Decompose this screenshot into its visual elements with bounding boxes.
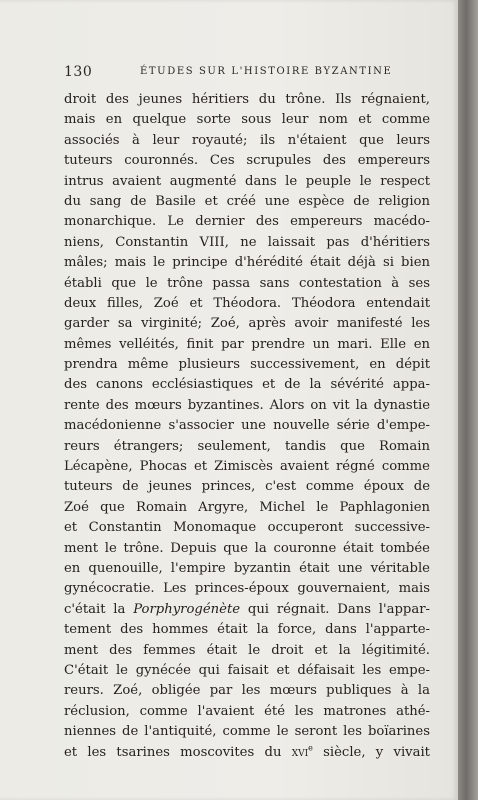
text-line: gynécocratie. Les princes-époux gouvernaient, mais: [64, 581, 430, 597]
text-line: mais en quelque sorte sous leur nom et comme: [64, 112, 430, 128]
text-line: Zoé que Romain Argyre, Michel le Paphlagonien: [64, 499, 430, 515]
text-line: deux filles, Zoé et Théodora. Théodora entendait: [64, 295, 430, 311]
text-line: rente des mœurs byzantines. Alors on vit la dynastie: [64, 397, 430, 413]
text-line: Lécapène, Phocas et Zimiscès avaient régné comme: [64, 459, 430, 475]
text-line: monarchique. Le dernier des empereurs macédo-: [64, 214, 430, 230]
text-line: prendra même plusieurs successivement, en dépit: [64, 357, 430, 373]
text-line: niennes de l'antiquité, comme le seront les boïarines: [64, 724, 430, 740]
text-line: et les tsarines moscovites du xvi$^e$ siècle, y vivait: [64, 743, 430, 760]
text-line: C'était le gynécée qui faisait et défaisait les empe-: [64, 662, 430, 678]
text-line: c'était la Porphyrogénète qui régnait. Dans l'appar-: [64, 601, 430, 617]
text-line: en quenouille, l'empire byzantin était une véritable: [64, 560, 430, 576]
text-line: reurs. Zoé, obligée par les mœurs publiques à la: [64, 683, 430, 699]
text-line: droit des jeunes héritiers du trône. Ils régnaient,: [64, 92, 430, 107]
text-line: garder sa virginité; Zoé, après avoir manifesté les: [64, 316, 430, 332]
text-line: mêmes velléités, finit par prendre un mari. Elle en: [64, 336, 430, 352]
text-line: établi que le trône passa sans contestation à ses: [64, 275, 430, 291]
page-header: [64, 64, 430, 82]
text-line: tuteurs de jeunes princes, c'est comme époux de: [64, 479, 430, 495]
italic-term: Porphyrogénète: [133, 601, 241, 617]
text-line: macédonienne s'associer une nouvelle série d'empe-: [64, 418, 430, 434]
running-head: ÉTUDES SUR L'HISTOIRE BYZANTINE: [140, 66, 393, 77]
text-line: des canons ecclésiastiques et de la sévérité appa-: [64, 377, 430, 393]
text-line: ment le trône. Depuis que la couronne était tombée: [64, 540, 430, 556]
text-line: réclusion, comme l'avaient été les matrones athé-: [64, 703, 430, 719]
century-numeral: xvi: [291, 744, 309, 760]
text-line: intrus avaient augmenté dans le peuple le respect: [64, 173, 430, 189]
text-line: reurs étrangers; seulement, tandis que Romain: [64, 438, 430, 454]
page-number: 130: [64, 64, 93, 80]
text-line: tement des hommes était la force, dans l'apparte-: [64, 622, 430, 638]
text-line: mâles; mais le principe d'hérédité était déjà si bien: [64, 255, 430, 271]
book-spine-edge: [458, 0, 478, 800]
ordinal-superscript: e: [308, 743, 313, 753]
text-line: associés à leur royauté; ils n'étaient que leurs: [64, 132, 430, 148]
body-text: [64, 90, 430, 763]
text-line: niens, Constantin VIII, ne laissait pas d'héritiers: [64, 234, 430, 250]
text-line: et Constantin Monomaque occuperont successive-: [64, 520, 430, 536]
text-line: du sang de Basile et créé une espèce de religion: [64, 193, 430, 209]
text-line: ment des femmes était le droit et la légitimité.: [64, 642, 430, 658]
text-line: tuteurs couronnés. Ces scrupules des empereurs: [64, 153, 430, 169]
